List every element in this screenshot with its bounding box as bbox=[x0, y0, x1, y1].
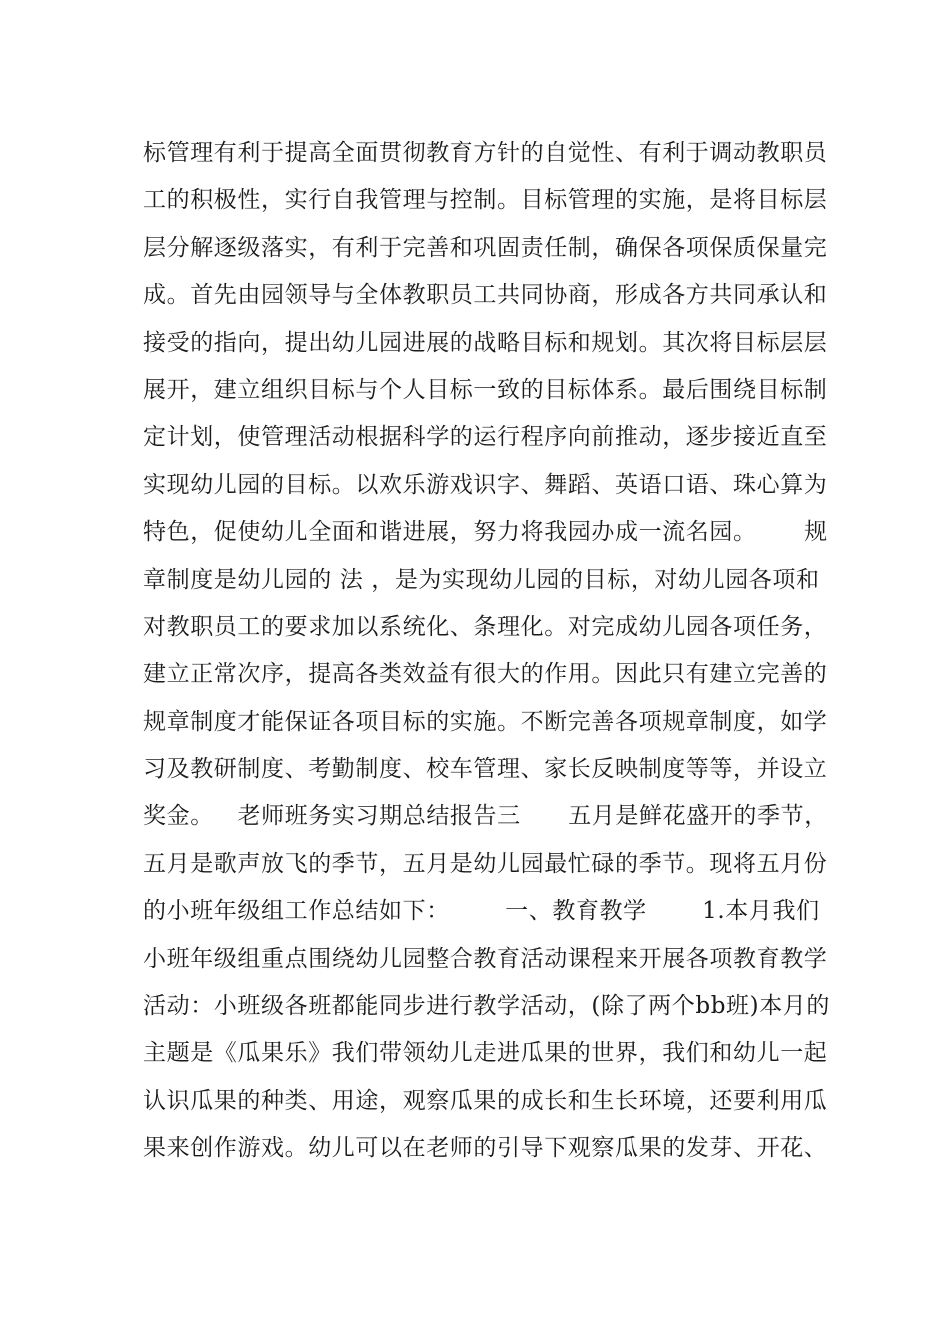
text-line: 认识瓜果的种类、用途，观察瓜果的成长和生长环境，还要利用瓜 bbox=[143, 1087, 828, 1114]
text-line: 定计划，使管理活动根据科学的运行程序向前推动，逐步接近直至 bbox=[143, 424, 828, 451]
body-text bbox=[143, 130, 830, 1173]
text-line: 建立正常次序，提高各类效益有很大的作用。因此只有建立完善的 bbox=[143, 661, 828, 688]
text-line: 对教职员工的要求加以系统化、条理化。对完成幼儿园各项任务， bbox=[143, 613, 828, 640]
text-line: 主题是《瓜果乐》我们带领幼儿走进瓜果的世界，我们和幼儿一起 bbox=[143, 1040, 828, 1067]
text-line: 成。首先由园领导与全体教职员工共同协商，形成各方共同承认和 bbox=[143, 282, 828, 309]
text-line: 的小班年级组工作总结如下： 一、教育教学 1.本月我们 bbox=[143, 898, 820, 925]
text-line: 小班年级组重点围绕幼儿园整合教育活动课程来开展各项教育教学 bbox=[143, 945, 828, 972]
text-line: 特色，促使幼儿全面和谐进展，努力将我园办成一流名园。 规 bbox=[143, 519, 828, 546]
text-line: 五月是歌声放飞的季节，五月是幼儿园最忙碌的季节。现将五月份 bbox=[143, 850, 828, 877]
text-line: 层分解逐级落实，有利于完善和巩固责任制，确保各项保质保量完 bbox=[143, 234, 828, 261]
text-line: 接受的指向，提出幼儿园进展的战略目标和规划。其次将目标层层 bbox=[143, 329, 828, 356]
text-line: 活动：小班级各班都能同步进行教学活动，(除了两个bb班)本月的 bbox=[143, 993, 830, 1020]
text-line: 果来创作游戏。幼儿可以在老师的引导下观察瓜果的发芽、开花、 bbox=[143, 1135, 828, 1162]
text-line: 章制度是幼儿园的 法 ，是为实现幼儿园的目标，对幼儿园各项和 bbox=[143, 566, 820, 593]
text-line: 奖金。 老师班务实习期总结报告三 五月是鲜花盛开的季节， bbox=[143, 803, 828, 830]
text-line: 习及教研制度、考勤制度、校车管理、家长反映制度等等，并设立 bbox=[143, 756, 828, 783]
text-line: 规章制度才能保证各项目标的实施。不断完善各项规章制度，如学 bbox=[143, 708, 828, 735]
text-line: 展开，建立组织目标与个人目标一致的目标体系。最后围绕目标制 bbox=[143, 376, 828, 403]
text-line: 工的积极性，实行自我管理与控制。目标管理的实施，是将目标层 bbox=[143, 187, 828, 214]
text-line: 实现幼儿园的目标。以欢乐游戏识字、舞蹈、英语口语、珠心算为 bbox=[143, 471, 828, 498]
text-line: 标管理有利于提高全面贯彻教育方针的自觉性、有利于调动教职员 bbox=[143, 140, 828, 166]
